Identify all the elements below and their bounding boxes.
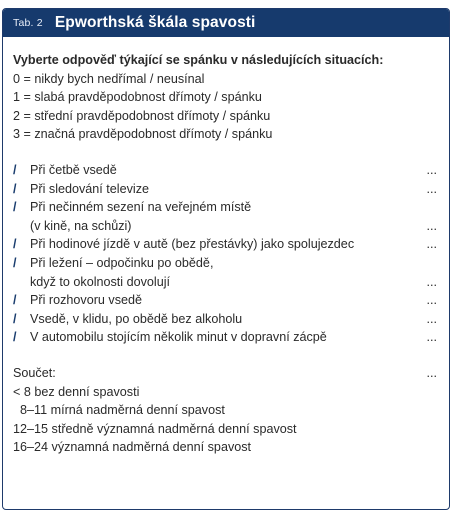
situation-text: Při ležení – odpočinku po obědě, [30, 255, 214, 270]
score-blank: ... [426, 293, 437, 308]
score-blank: ... [426, 330, 437, 345]
table-content [3, 37, 449, 457]
range-line-2: 12–15 středně významná nadměrná denní spavost [13, 421, 297, 436]
item-marker-icon: / [13, 181, 17, 196]
situation-item-8 [13, 328, 437, 347]
score-blank: ... [426, 237, 437, 252]
sum-row [13, 364, 437, 383]
item-marker-icon: / [13, 255, 17, 270]
situation-item-7 [13, 310, 437, 329]
situation-text: Vsedě, v klidu, po obědě bez alkoholu [30, 311, 243, 326]
epworth-table [2, 8, 450, 510]
situation-item-3 [13, 198, 437, 235]
range-line-0: < 8 bez denní spavosti [13, 384, 140, 399]
score-blank: ... [426, 162, 437, 177]
situation-item-1 [13, 161, 437, 180]
situation-text: Při rozhovoru vsedě [30, 293, 142, 308]
situation-item-2 [13, 180, 437, 199]
spacer [13, 347, 437, 364]
situation-item-6 [13, 291, 437, 310]
scale-line-0: 0 = nikdy bych nedřímal / neusínal [13, 71, 205, 86]
spacer [13, 144, 437, 161]
score-blank: ... [426, 274, 437, 289]
table-number: Tab. 2 [13, 17, 43, 29]
item-marker-icon: / [13, 311, 17, 326]
item-marker-icon: / [13, 162, 17, 177]
scale-line-3: 3 = značná pravděpodobnost dřímoty / spánku [13, 127, 273, 142]
sum-label: Součet: [13, 365, 56, 380]
scale-line-1: 1 = slabá pravděpodobnost dřímoty / spánku [13, 90, 262, 105]
range-line-1: 8–11 mírná nadměrná denní spavost [13, 403, 225, 418]
situation-item-5 [13, 254, 437, 291]
score-blank: ... [426, 218, 437, 233]
table-title: Epworthská škála spavosti [54, 14, 256, 31]
scale-line-2: 2 = střední pravděpodobnost dřímoty / spánku [13, 108, 271, 123]
instructions-heading: Vyberte odpověď týkající se spánku v následujících situacích: [13, 53, 384, 67]
situation-text: Při četbě vsedě [30, 162, 117, 177]
situation-text: Při sledování televize [30, 181, 150, 196]
score-blank: ... [426, 311, 437, 326]
score-blank: ... [426, 181, 437, 196]
item-marker-icon: / [13, 200, 17, 215]
situation-text: Při nečinném sezení na veřejném místě [30, 200, 252, 215]
situation-text: Při hodinové jízdě v autě (bez přestávky) jako spolujezdec [30, 237, 355, 252]
situation-text-continued: (v kině, na schůzi) [30, 218, 132, 233]
item-marker-icon: / [13, 330, 17, 345]
situation-text: V automobilu stojícím několik minut v dopravní zácpě [30, 330, 327, 345]
range-line-3: 16–24 významná nadměrná denní spavost [13, 440, 252, 455]
situation-text-continued: když to okolnosti dovolují [30, 274, 171, 289]
item-marker-icon: / [13, 237, 17, 252]
sum-blank: ... [426, 365, 437, 380]
item-marker-icon: / [13, 293, 17, 308]
situation-item-4 [13, 235, 437, 254]
table-header [3, 9, 449, 37]
